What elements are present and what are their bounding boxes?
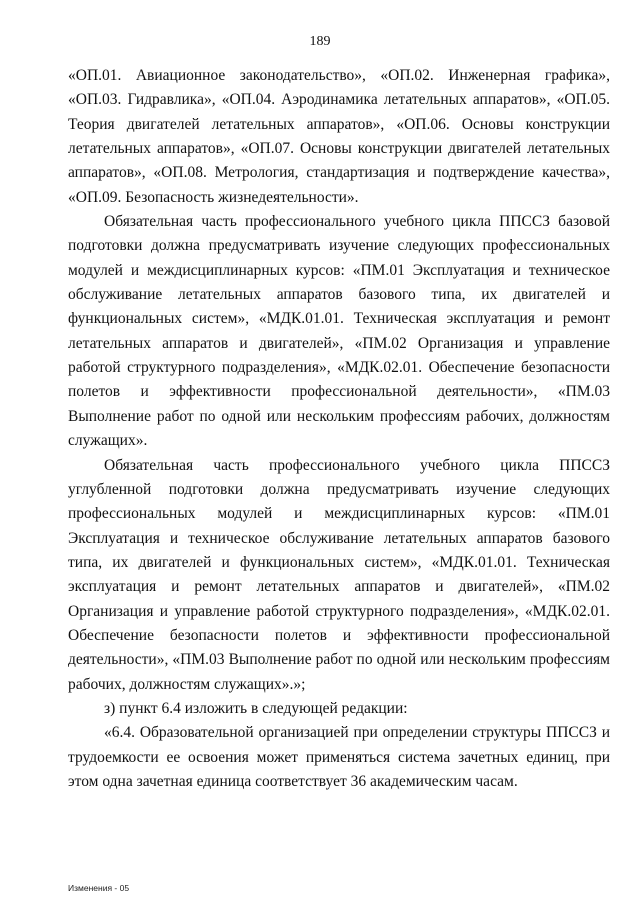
paragraph-amendment-item: з) пункт 6.4 изложить в следующей редакции: [104, 699, 408, 717]
paragraph-credit-units: «6.4. Образовательной организацией при определении структуры ППССЗ и трудоемкости ее освоения может применяться система зачетных единиц, при этом одна зачетная единица соответствует 36 академическим часам. [68, 724, 610, 790]
paragraph-general-disciplines: «ОП.01. Авиационное законодательство», «ОП.02. Инженерная графика», «ОП.03. Гидравлика», «ОП.04. Аэродинамика летательных аппаратов», «ОП.05. Теория двигателей летательных аппаратов», «ОП.06. Основы конструкции летательных аппаратов», «ОП.07. Основы конструкции двигателей летательных аппаратов», «ОП.08. Метрология, стандартизация и подтверждение качества», «ОП.09. Безопасность жизнедеятельности». [68, 67, 610, 206]
page-number: 189 [309, 34, 331, 49]
footer-note: Изменения - 05 [68, 883, 130, 893]
paragraph-basic-training: Обязательная часть профессионального учебного цикла ППССЗ базовой подготовки должна предусматривать изучение следующих профессиональных модулей и междисциплинарных курсов: «ПМ.01 Эксплуатация и техническое обслуживание летательных аппаратов базового типа, их двигателей и функциональных систем», «МДК.01.01. Техническая эксплуатация и ремонт летательных аппаратов и двигателей», «ПМ.02 Организация и управление работой структурного подразделения», «МДК.02.01. Обеспечение безопасности полетов и эффективности профессиональной деятельности», «ПМ.03 Выполнение работ по одной или нескольким профессиям рабочих, должностям служащих». [68, 213, 610, 450]
paragraph-advanced-training: Обязательная часть профессионального учебного цикла ППССЗ углубленной подготовки должна предусматривать изучение следующих профессиональных модулей и междисциплинарных курсов: «ПМ.01 Эксплуатация и техническое обслуживание летательных аппаратов базового типа, их двигателей и функциональных систем», «МДК.01.01. Техническая эксплуатация и ремонт летательных аппаратов и двигателей», «ПМ.02 Организация и управление работой структурного подразделения», «МДК.02.01. Обеспечение безопасности полетов и эффективности профессиональной деятельности», «ПМ.03 Выполнение работ по одной или нескольким профессиям рабочих, должностям служащих».»; [68, 456, 610, 693]
document-body [68, 64, 610, 794]
